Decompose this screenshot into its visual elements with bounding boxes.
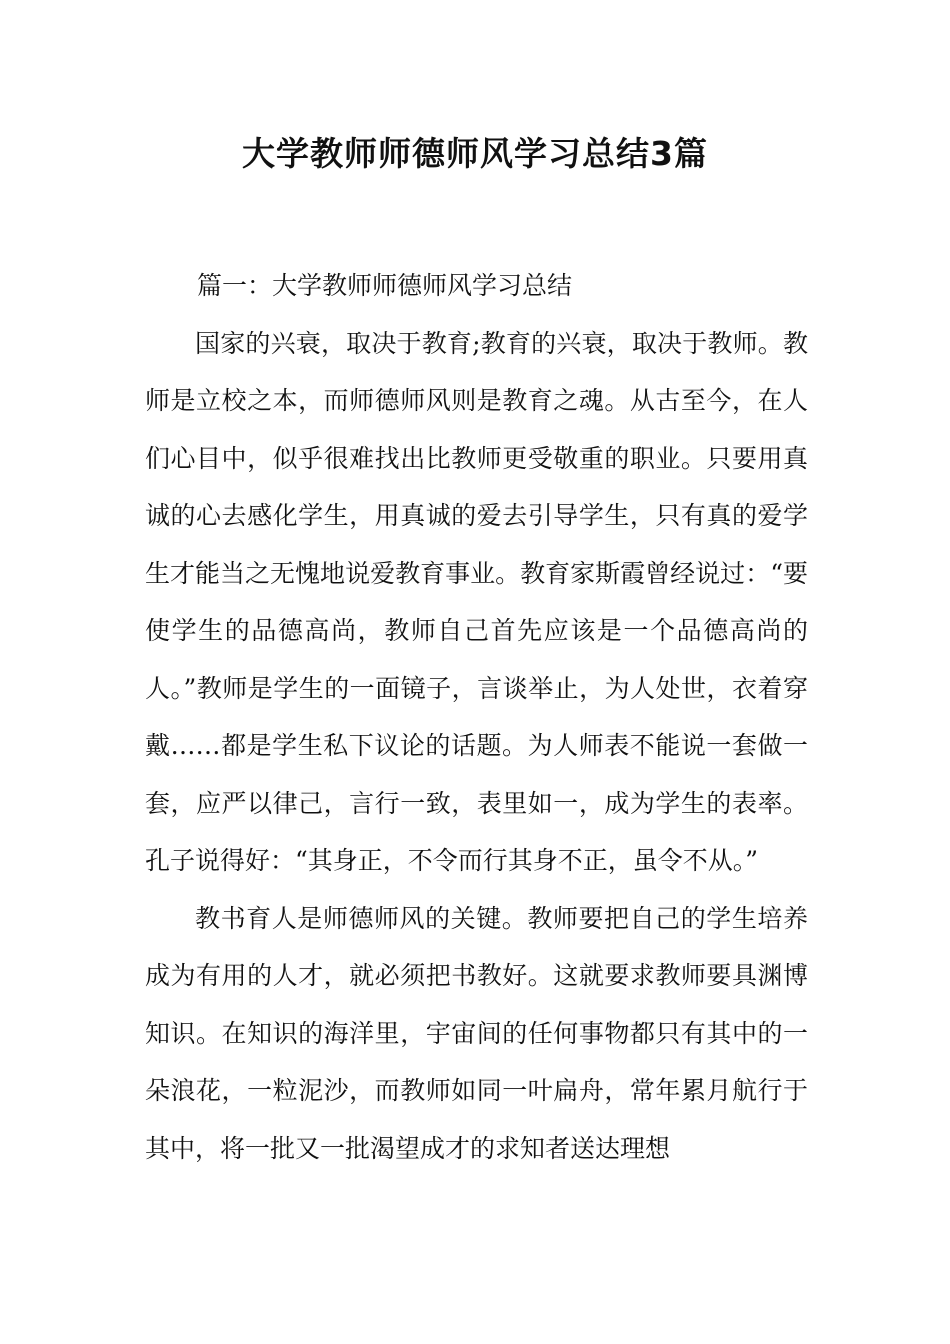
- paragraph-2: 教书育人是师德师风的关键。教师要把自己的学生培养成为有用的人才，就必须把书教好。这就要求教师要具渊博知识。在知识的海洋里，宇宙间的任何事物都只有其中的一朵浪花，一粒泥沙，而教师如同一叶扁舟，常年累月航行于其中，将一批又一批渴望成才的求知者送达理想: [145, 903, 808, 1163]
- section-heading: 篇一：大学教师师德师风学习总结: [197, 271, 573, 300]
- paragraph-1: 国家的兴衰，取决于教育;教育的兴衰，取决于教师。教师是立校之本，而师德师风则是教育之魂。从古至今，在人们心目中，似乎很难找出比教师更受敬重的职业。只要用真诚的心去感化学生，用真诚的爱去引导学生，只有真的爱学生才能当之无愧地说爱教育事业。教育家斯霞曾经说过：“要使学生的品德高尚，教师自己首先应该是一个品德高尚的人。”教师是学生的一面镜子，言谈举止，为人处世，衣着穿戴……都是学生私下议论的话题。为人师表不能说一套做一套，应严以律己，言行一致，表里如一，成为学生的表率。孔子说得好：“其身正，不令而行其身不正，虽令不从。”: [145, 328, 808, 875]
- document-body: [145, 257, 808, 1177]
- document-title: 大学教师师德师风学习总结3篇: [242, 134, 708, 173]
